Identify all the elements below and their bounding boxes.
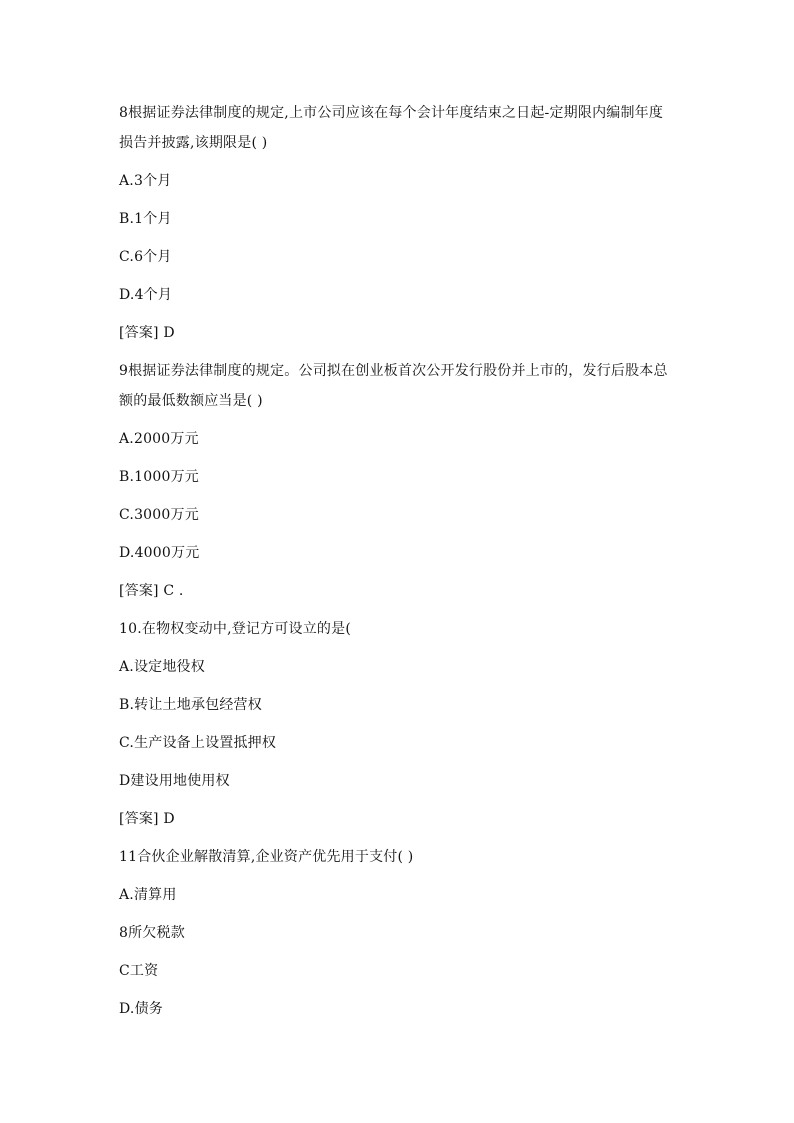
question-9-answer: [答案] C . [119,583,184,599]
question-8-answer: [答案] D [119,325,175,341]
question-9-stem-line2: 额的最低数额应当是( ) [119,393,263,409]
question-8-option-b: B.1个月 [119,211,172,227]
question-9-stem-line1: 9根据证券法律制度的规定。公司拟在创业板首次公开发行股份并上市的，发行后股本总 [119,363,668,379]
question-9-option-d: D.4000万元 [119,545,200,561]
question-10-option-d: D建设用地使用权 [119,773,230,789]
question-10-option-a: A.设定地役权 [119,659,205,675]
question-8-stem-line2: 损告并披露,该期限是( ) [119,135,268,151]
question-11-option-a: A.清算用 [119,887,177,903]
question-10-answer: [答案] D [119,811,175,827]
question-11-option-d: D.债务 [119,1001,163,1017]
question-11-stem-line1: 11合伙企业解散清算,企业资产优先用于支付( ) [119,849,414,865]
question-8-option-a: A.3个月 [119,173,172,189]
question-11-option-c: C工资 [119,963,159,979]
question-8-stem-line1: 8根据证券法律制度的规定,上市公司应该在每个会计年度结束之日起-定期限内编制年度 [119,105,664,121]
question-10-option-b: B.转让土地承包经营权 [119,697,262,713]
question-10-option-c: C.生产设备上设置抵押权 [119,735,277,751]
question-8-option-d: D.4个月 [119,287,173,303]
question-9-option-c: C.3000万元 [119,507,199,523]
question-8-option-c: C.6个月 [119,249,172,265]
question-9-option-a: A.2000万元 [119,431,199,447]
question-10-stem-line1: 10.在物权变动中,登记方可设立的是( [119,621,351,637]
question-9-option-b: B.1000万元 [119,469,199,485]
question-11-option-b: 8所欠税款 [119,925,185,941]
